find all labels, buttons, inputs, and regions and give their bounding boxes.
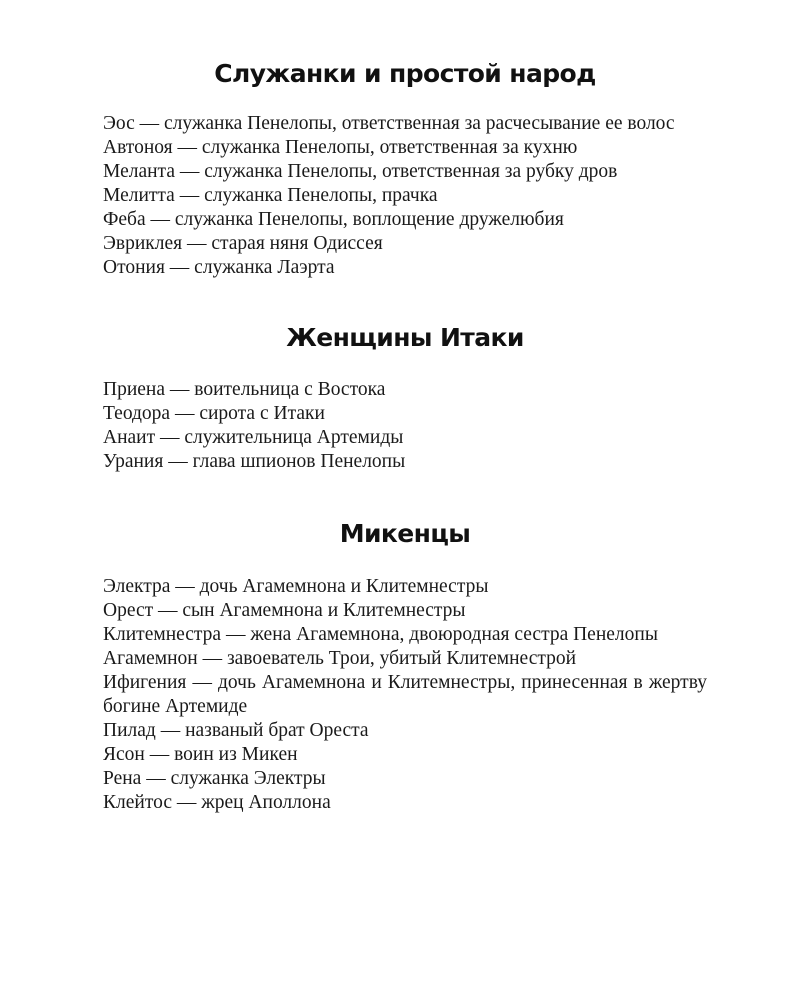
character-entry: Феба — служанка Пенелопы, воплощение дружелюбия: [103, 209, 564, 230]
section-title: Женщины Итаки: [286, 323, 524, 352]
character-entry: Автоноя — служанка Пенелопы, ответственная за кухню: [103, 137, 578, 158]
character-entry: Электра — дочь Агамемнона и Клитемнестры: [103, 576, 489, 597]
character-entry: Отония — служанка Лаэрта: [103, 257, 335, 278]
character-entry: Ифигения — дочь Агамемнона и Клитемнестры, принесенная в жертву богине Артемиде: [103, 672, 707, 717]
character-entry: Клитемнестра — жена Агамемнона, двоюродная сестра Пенелопы: [103, 624, 658, 645]
character-entry: Теодора — сирота с Итаки: [103, 403, 325, 424]
character-entry: Мелитта — служанка Пенелопы, прачка: [103, 185, 438, 206]
character-entry: Пилад — названый брат Ореста: [103, 720, 369, 741]
section-mycenaeans: [103, 516, 707, 815]
character-entry: Ясон — воин из Микен: [103, 744, 298, 765]
character-entry: Эвриклея — старая няня Одиссея: [103, 233, 383, 254]
section-title: Служанки и простой народ: [214, 59, 596, 88]
section-servants: [103, 56, 707, 280]
character-entry: Приена — воительница с Востока: [103, 379, 386, 400]
character-list: [103, 378, 707, 474]
section-title: Микенцы: [339, 519, 471, 548]
character-entry: Меланта — служанка Пенелопы, ответственная за рубку дров: [103, 161, 618, 182]
character-entry: Эос — служанка Пенелопы, ответственная за расчесывание ее волос: [103, 113, 675, 134]
character-entry: Клейтос — жрец Аполлона: [103, 792, 331, 813]
book-page: [103, 56, 707, 815]
character-entry: Рена — служанка Электры: [103, 768, 326, 789]
character-entry: Орест — сын Агамемнона и Клитемнестры: [103, 600, 466, 621]
section-women-of-ithaca: [103, 320, 707, 474]
character-list: [103, 112, 707, 280]
character-entry: Агамемнон — завоеватель Трои, убитый Клитемнестрой: [103, 648, 577, 669]
character-entry: Анаит — служительница Артемиды: [103, 427, 404, 448]
character-entry: Урания — глава шпионов Пенелопы: [103, 451, 406, 472]
character-list: [103, 575, 707, 815]
